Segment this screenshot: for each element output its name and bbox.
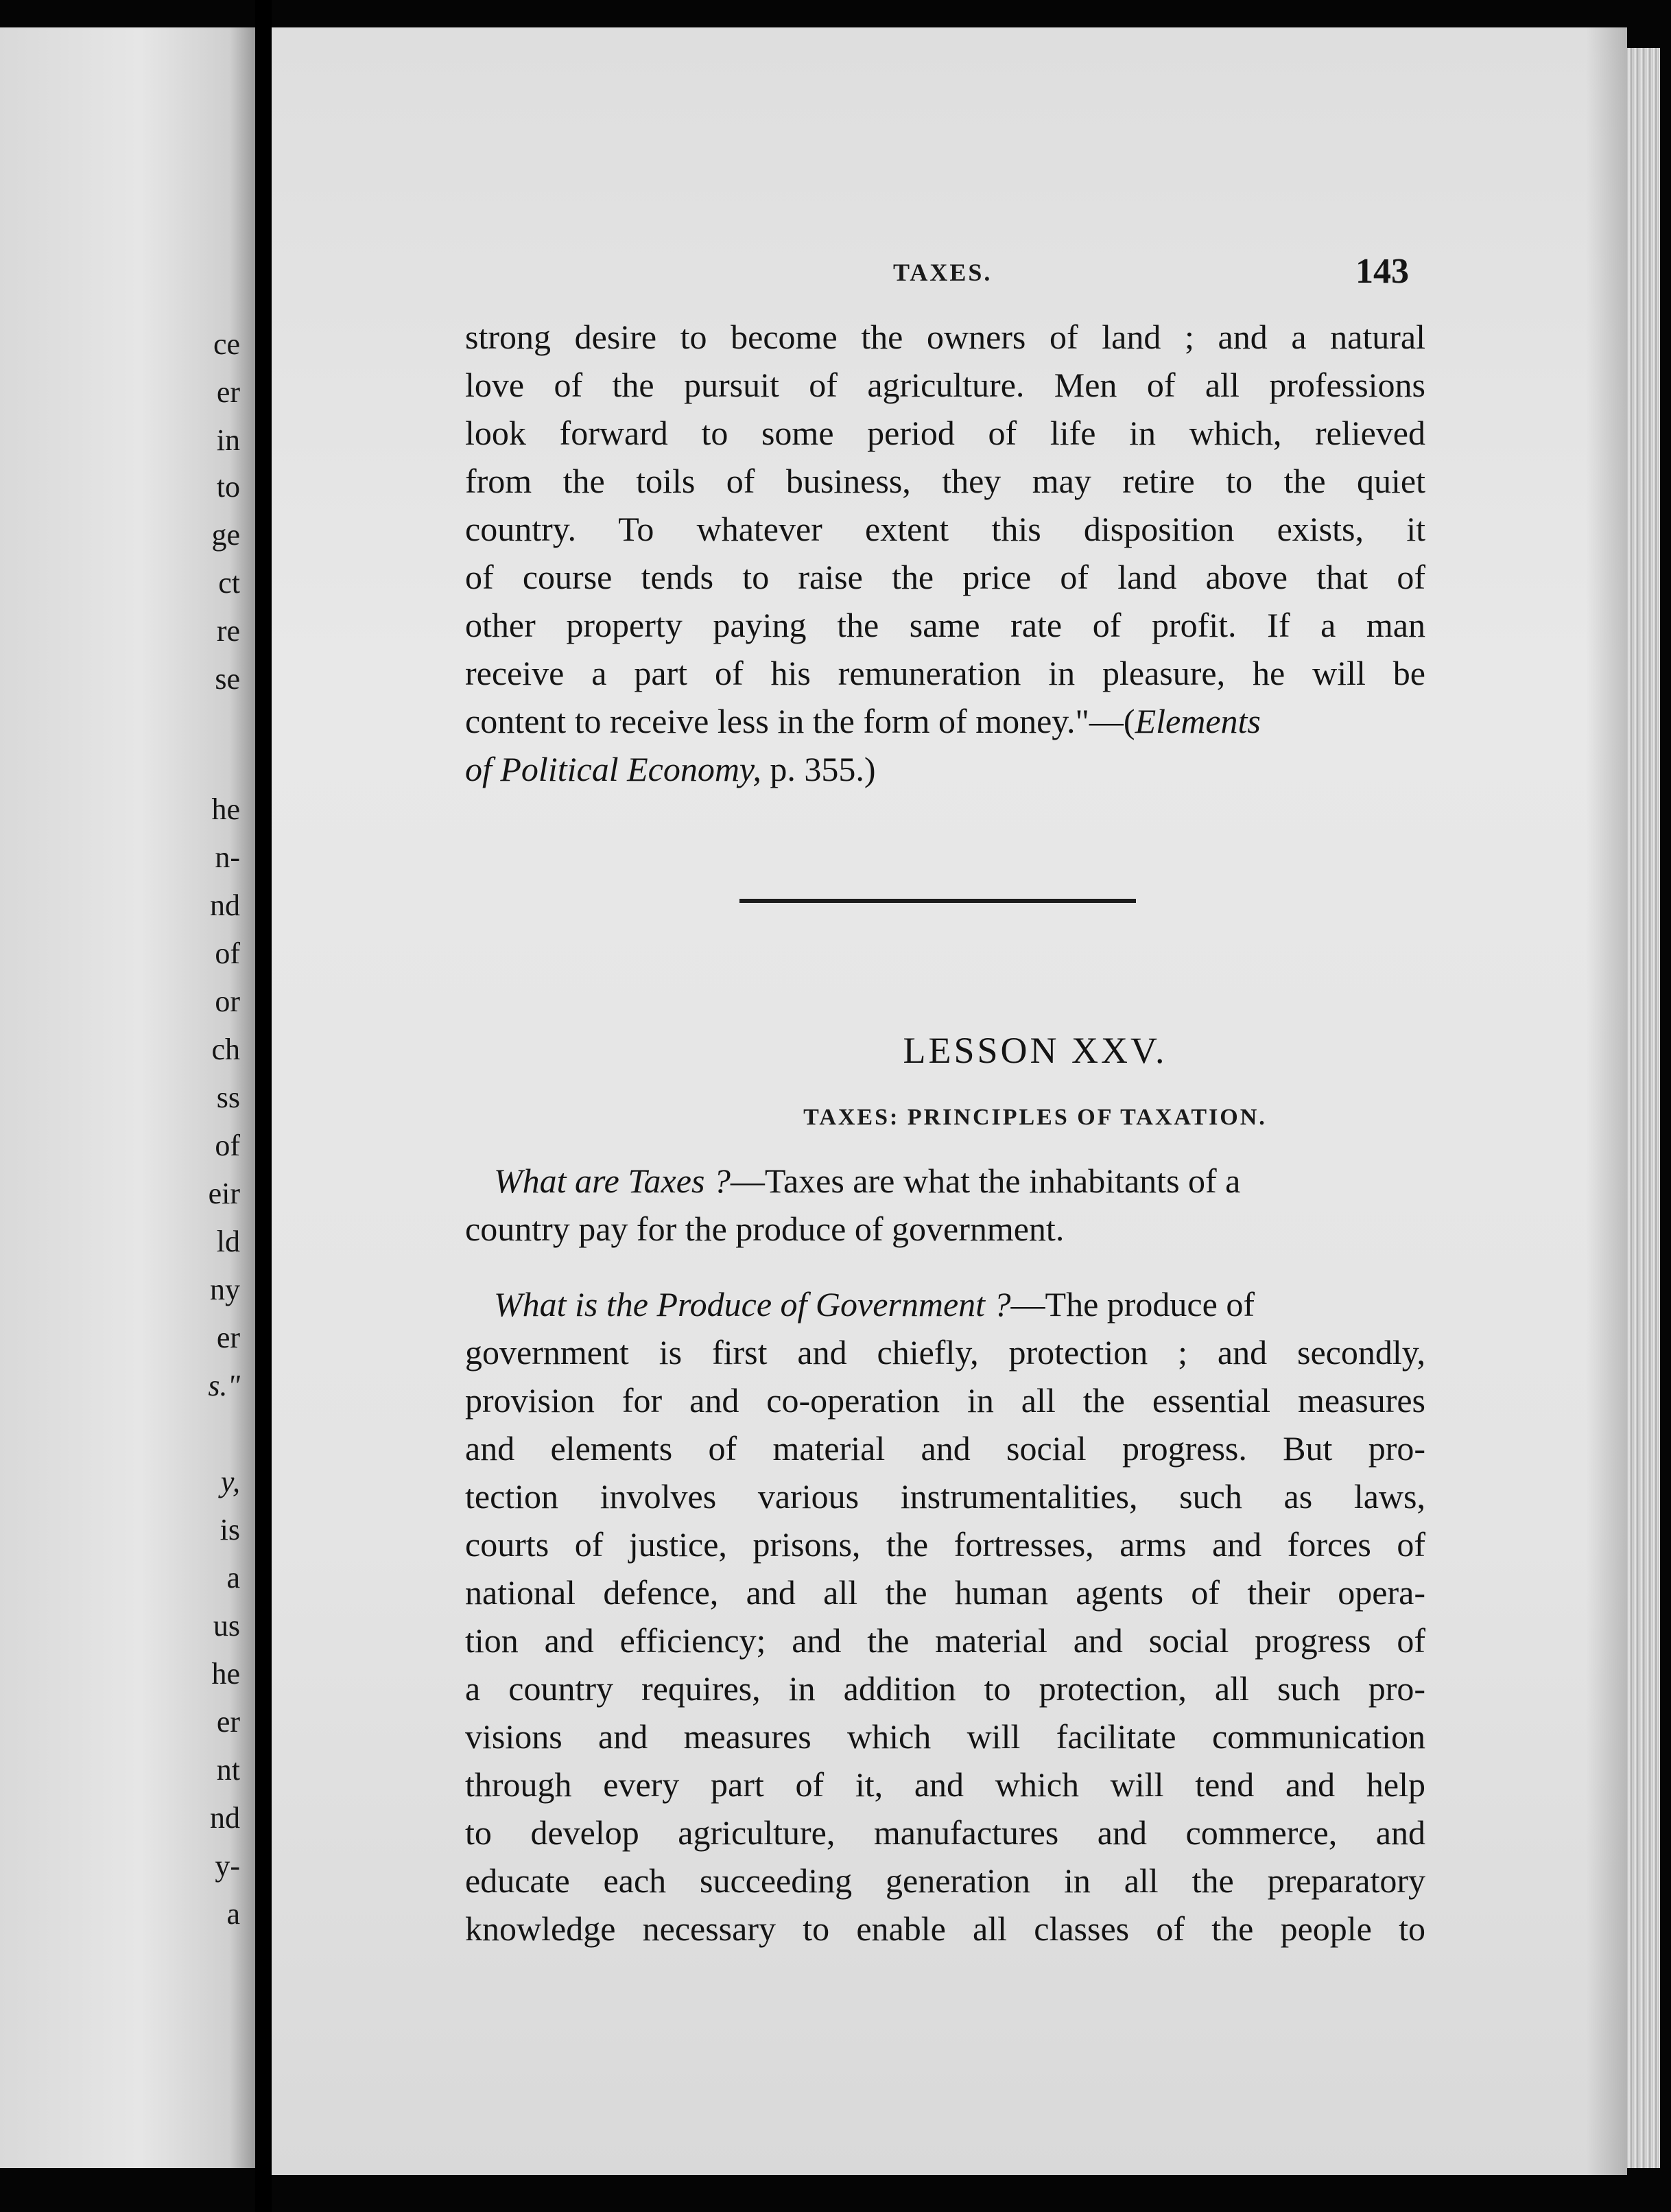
answer-line: and elements of material and social progress. But pro- [465, 1429, 1425, 1468]
answer-line: visions and measures which will facilitate communication [465, 1717, 1425, 1756]
answer-line: tion and efficiency; and the material and social progress of [465, 1621, 1425, 1660]
answer-line: national defence, and all the human agents of their opera- [465, 1573, 1425, 1612]
answer-line: provision for and co-operation in all the essential measures [465, 1381, 1425, 1420]
facing-page-fragment: er [216, 375, 240, 409]
page-number: 143 [1355, 252, 1409, 291]
paragraph-line: from the toils of business, they may retire to the quiet [465, 462, 1425, 500]
facing-page-fragment: er [216, 1321, 240, 1354]
facing-page-fragment: re [216, 614, 240, 648]
facing-page-fragment: a [226, 1897, 240, 1931]
answer-line: knowledge necessary to enable all classes of the people to [465, 1909, 1425, 1948]
facing-page-fragment: nd [210, 889, 240, 922]
answer-line: to develop agriculture, manufactures and commerce, and [465, 1813, 1425, 1852]
citation-page: p. 355.) [761, 750, 876, 788]
facing-page-fragment: nd [210, 1801, 240, 1835]
facing-page-fragment: ce [213, 327, 240, 361]
question-taxes [465, 1157, 1425, 1253]
question-text: What is the Produce of Government ? [494, 1285, 1011, 1323]
facing-page-fragment: is [220, 1513, 240, 1546]
paragraph-line: receive a part of his remuneration in pleasure, he will be [465, 654, 1425, 692]
book-page [272, 27, 1627, 2175]
lesson-title: LESSON XXV. [903, 1030, 1168, 1071]
facing-page-fragment: of [215, 937, 240, 970]
facing-page-fragment: he [211, 1657, 240, 1691]
facing-page-fragment: nt [216, 1753, 240, 1787]
paragraph-line: strong desire to become the owners of land ; and a natural [465, 318, 1425, 356]
citation-title: Elements [1135, 702, 1261, 740]
answer-line: educate each succeeding generation in all the preparatory [465, 1861, 1425, 1900]
facing-page-fragment: or [215, 985, 240, 1018]
paragraph-line: look forward to some period of life in which, relieved [465, 414, 1425, 452]
facing-page-fragment: y, [220, 1465, 240, 1498]
facing-page-fragment: ch [211, 1033, 240, 1066]
continuation-paragraph [465, 313, 1425, 793]
answer-line: a country requires, in addition to protection, all such pro- [465, 1669, 1425, 1708]
paragraph-line: other property paying the same rate of profit. If a man [465, 606, 1425, 644]
facing-page-fragment: y- [215, 1849, 240, 1883]
facing-page-fragment: ld [216, 1225, 240, 1258]
page-edges [1627, 48, 1660, 2168]
paragraph-line: country. To whatever extent this disposition exists, it [465, 510, 1425, 548]
facing-page-fragment: to [216, 470, 240, 504]
paragraph-line [465, 697, 1425, 745]
facing-page-fragment: a [226, 1561, 240, 1595]
question-line [465, 1157, 1425, 1205]
facing-page-fragment: he [211, 792, 240, 826]
question-line [465, 1280, 1425, 1328]
question-produce-of-government [465, 1280, 1425, 1953]
answer-line: government is first and chiefly, protection ; and secondly, [465, 1333, 1425, 1372]
answer-line: tection involves various instrumentalities, such as laws, [465, 1477, 1425, 1516]
question-text: What are Taxes ? [494, 1162, 731, 1200]
facing-page-fragment: ny [210, 1273, 240, 1306]
answer-text: —Taxes are what the inhabitants of a [730, 1162, 1241, 1200]
facing-page-fragment: in [216, 423, 240, 457]
answer-line: through every part of it, and which will tend and help [465, 1765, 1425, 1804]
facing-page-fragment: ss [216, 1081, 240, 1114]
facing-page-fragment: s." [208, 1369, 240, 1402]
section-divider [739, 899, 1136, 903]
facing-page-left [0, 27, 255, 2168]
facing-page-fragment: of [215, 1129, 240, 1162]
facing-page-fragment: us [213, 1609, 240, 1643]
running-head: TAXES. [893, 259, 993, 286]
citation-title: of Political Economy, [465, 750, 761, 788]
lesson-subtitle: TAXES: PRINCIPLES OF TAXATION. [803, 1105, 1267, 1130]
quote-text: content to receive less in the form of money."—( [465, 702, 1135, 740]
paragraph-line: of course tends to raise the price of land above that of [465, 558, 1425, 596]
facing-page-fragment: n- [215, 840, 240, 874]
answer-text: —The produce of [1010, 1285, 1255, 1323]
facing-page-fragment: er [216, 1705, 240, 1739]
paragraph-line: love of the pursuit of agriculture. Men of all professions [465, 366, 1425, 404]
book-gutter [255, 0, 272, 2212]
facing-page-fragment: ct [218, 566, 240, 600]
citation-line [465, 745, 1425, 793]
facing-page-fragment: ge [211, 518, 240, 552]
answer-line: courts of justice, prisons, the fortresses, arms and forces of [465, 1525, 1425, 1564]
answer-line: country pay for the produce of government. [465, 1210, 1065, 1248]
facing-page-fragment: eir [208, 1177, 240, 1210]
facing-page-fragment: se [215, 662, 240, 696]
